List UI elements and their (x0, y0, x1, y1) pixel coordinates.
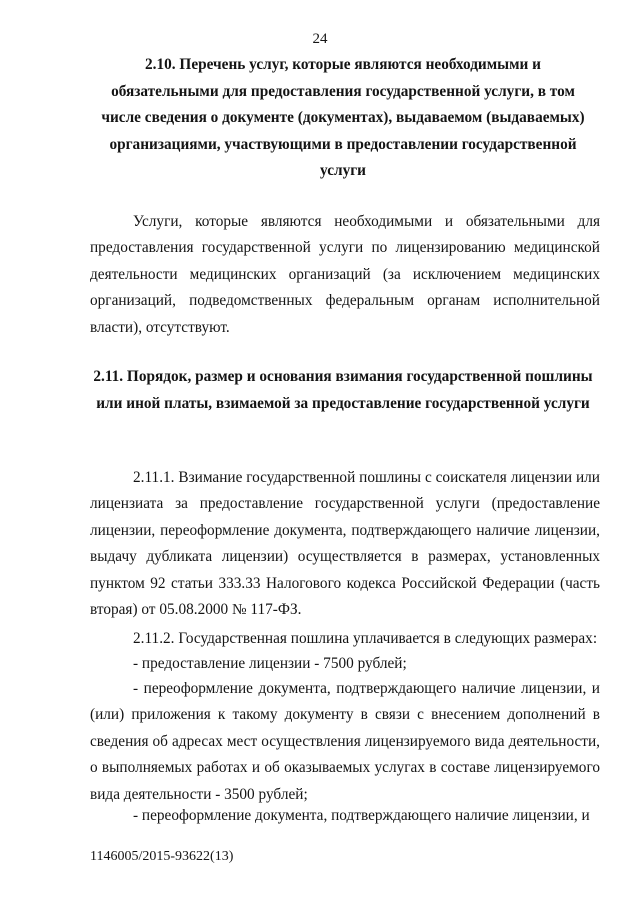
paragraph-necessary-services: Услуги, которые являются необходимыми и обязательными для предоставления государственной услуги по лицензированию медицинской деятельности медицинских организаций (за исключением медицинских организаций, подведомственных федеральным органам исполнительной власти), отсутствуют. (90, 213, 600, 336)
page-number: 24 (312, 31, 328, 47)
section-heading-2-11: 2.11. Порядок, размер и основания взимания государственной пошлины или иной платы, взимаемой за предоставление государственной услуги (93, 368, 593, 412)
paragraph-2-11-1: 2.11.1. Взимание государственной пошлины с соискателя лицензии или лицензиата за предоставление государственной услуги (предоставление лицензии, переоформление документа, подтверждающего наличие лицензии, выдачу дубликата лицензии) осуществляется в размерах, установленных пунктом 92 статьи 333.33 Налогового кодекса Российской Федерации (часть вторая) от 05.08.2000 № 117-ФЗ. (90, 469, 600, 619)
list-item-reissue-fee: - переоформление документа, подтверждающего наличие лицензии, и (или) приложения к такому документу в связи с внесением дополнений в сведения об адресах мест осуществления лицензируемого вида деятельности, о выполняемых работах и об оказываемых услугах в составе лицензируемого вида деятельности - 3500 рублей; (90, 680, 600, 803)
document-code-footer: 1146005/2015-93622(13) (90, 849, 234, 864)
paragraph-2-11-2: 2.11.2. Государственная пошлина уплачивается в следующих размерах: (133, 630, 598, 647)
section-heading-2-10: 2.10. Перечень услуг, которые являются необходимыми и обязательными для предоставления государственной услуги, в том числе сведения о документе (документах), выдаваемом (выдаваемых) организациями, участвующими в предоставлении государственной услуги (101, 56, 585, 179)
list-item-reissue-continued: - переоформление документа, подтверждающего наличие лицензии, и (133, 807, 590, 824)
list-item-license-fee: - предоставление лицензии - 7500 рублей; (133, 655, 407, 672)
